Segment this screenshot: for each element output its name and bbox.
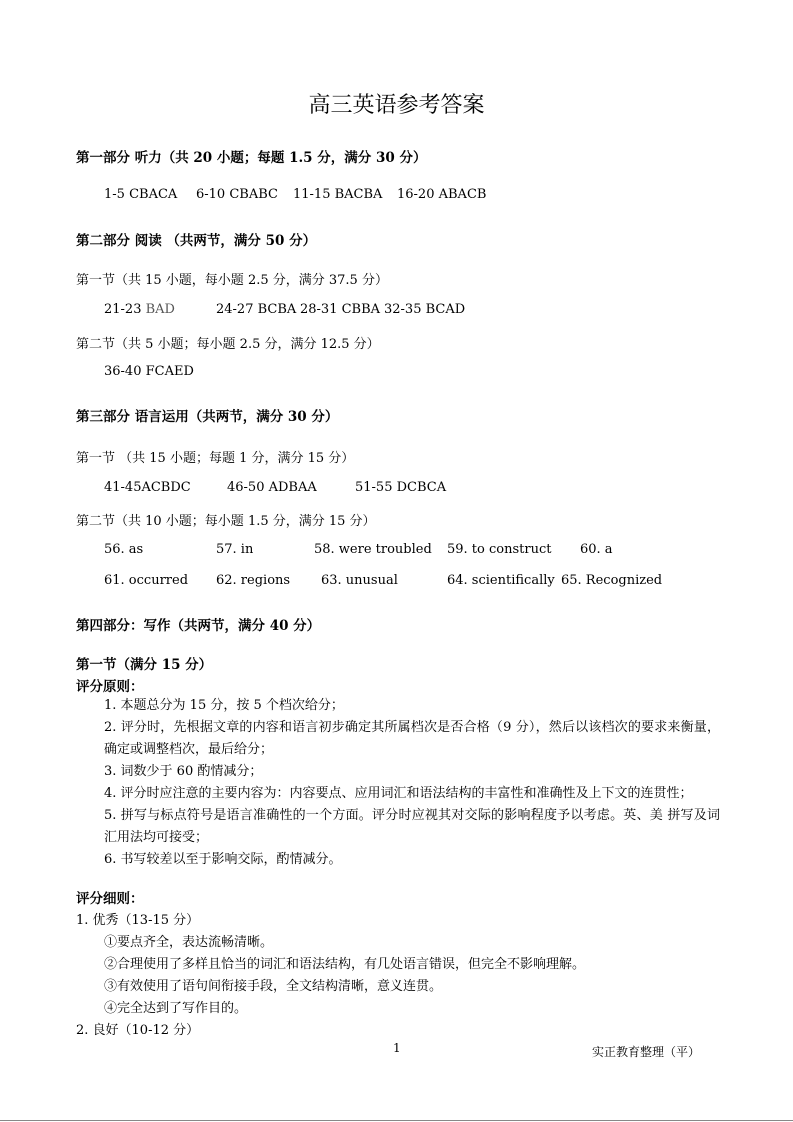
level-1-item: ①要点齐全，表达流畅清晰。 <box>104 935 274 950</box>
part3-answer-2: 46-50 ADBAA <box>227 480 317 495</box>
part4-heading: 第四部分：写作（共两节，满分 40 分） <box>76 618 321 634</box>
page-bottom-border <box>0 1120 793 1121</box>
part3-section1-label: 第一节 （共 15 小题；每题 1 分，满分 15 分） <box>76 451 355 466</box>
page-number: 1 <box>393 1041 401 1055</box>
part3-blank-56: 56. as <box>104 542 144 557</box>
part3-blank-59: 59. to construct <box>447 542 552 557</box>
part1-answer-1: 1-5 CBACA <box>104 187 178 202</box>
part1-answer-4: 16-20 ABACB <box>397 187 487 202</box>
part3-blank-58: 58. were troubled <box>314 542 432 557</box>
page-title: 高三英语参考答案 <box>308 93 485 118</box>
part1-answer-3: 11-15 BACBA <box>293 187 383 202</box>
part3-blank-62: 62. regions <box>216 573 291 588</box>
principle-item: 1. 本题总分为 15 分，按 5 个档次给分； <box>104 698 344 713</box>
footer-organizer: 实正教育整理（平） <box>592 1045 701 1059</box>
part1-answer-2: 6-10 CBABC <box>196 187 278 202</box>
part3-answer-1: 41-45ACBDC <box>104 480 191 495</box>
level-2-heading: 2. 良好（10-12 分） <box>76 1023 200 1038</box>
principles-list <box>76 695 720 871</box>
part3-blank-61: 61. occurred <box>104 573 189 588</box>
principle-item: 4. 评分时应注意的主要内容为：内容要点、应用词汇和语法结构的丰富性和准确性及上下文的连贯性； <box>104 786 693 801</box>
part2-answer-1-range: 21-23 <box>104 302 146 317</box>
part3-blank-63: 63. unusual <box>321 573 398 588</box>
principles-heading: 评分原则： <box>76 679 144 695</box>
level-1-item: ③有效使用了语句间衔接手段，全文结构清晰，意义连贯。 <box>104 979 443 994</box>
level-1-item: ④完全达到了写作目的。 <box>104 1001 248 1016</box>
part2-answer-1 <box>104 302 175 317</box>
part3-blank-60: 60. a <box>580 542 613 557</box>
principle-item: 6. 书写较差以至于影响交际，酌情减分。 <box>104 852 342 867</box>
level-1-heading: 1. 优秀（13-15 分） <box>76 913 200 928</box>
part4-section1-heading: 第一节（满分 15 分） <box>76 657 213 673</box>
part2-answer-4: 32-35 BCAD <box>384 302 466 317</box>
part3-heading: 第三部分 语言运用（共两节，满分 30 分） <box>76 409 339 425</box>
part2-section2-label: 第二节（共 5 小题；每小题 2.5 分，满分 12.5 分） <box>76 337 380 352</box>
principle-item: 2. 评分时，先根据文章的内容和语言初步确定其所属档次是否合格（9 分），然后以该档次的要求来衡量，确定或调整档次，最后给分； <box>104 720 720 757</box>
level-1-item: ②合理使用了多样且恰当的词汇和语法结构，有几处语言错误，但完全不影响理解。 <box>104 957 586 972</box>
part3-blank-64: 64. scientifically <box>447 573 555 588</box>
part3-blank-57: 57. in <box>216 542 254 557</box>
part3-section2-label: 第二节（共 10 小题；每小题 1.5 分，满分 15 分） <box>76 514 376 529</box>
principle-item: 3. 词数少于 60 酌情减分； <box>104 764 263 779</box>
part2-section2-answer: 36-40 FCAED <box>104 364 194 379</box>
part2-heading: 第二部分 阅读 （共两节，满分 50 分） <box>76 233 317 249</box>
details-heading: 评分细则： <box>76 891 144 907</box>
part2-answer-1-letters: BAD <box>145 302 175 317</box>
part1-heading: 第一部分 听力（共 20 小题；每题 1.5 分，满分 30 分） <box>76 150 427 166</box>
part3-blank-65: 65. Recognized <box>561 573 663 588</box>
principle-item: 5. 拼写与标点符号是语言准确性的一个方面。评分时应视其对交际的影响程度予以考虑。英、美 拼写及词汇用法均可接受； <box>104 808 720 845</box>
part2-answer-3: 28-31 CBBA <box>300 302 381 317</box>
part2-section1-label: 第一节（共 15 小题，每小题 2.5 分，满分 37.5 分） <box>76 273 388 288</box>
part2-answer-2: 24-27 BCBA <box>216 302 297 317</box>
part3-answer-3: 51-55 DCBCA <box>355 480 447 495</box>
